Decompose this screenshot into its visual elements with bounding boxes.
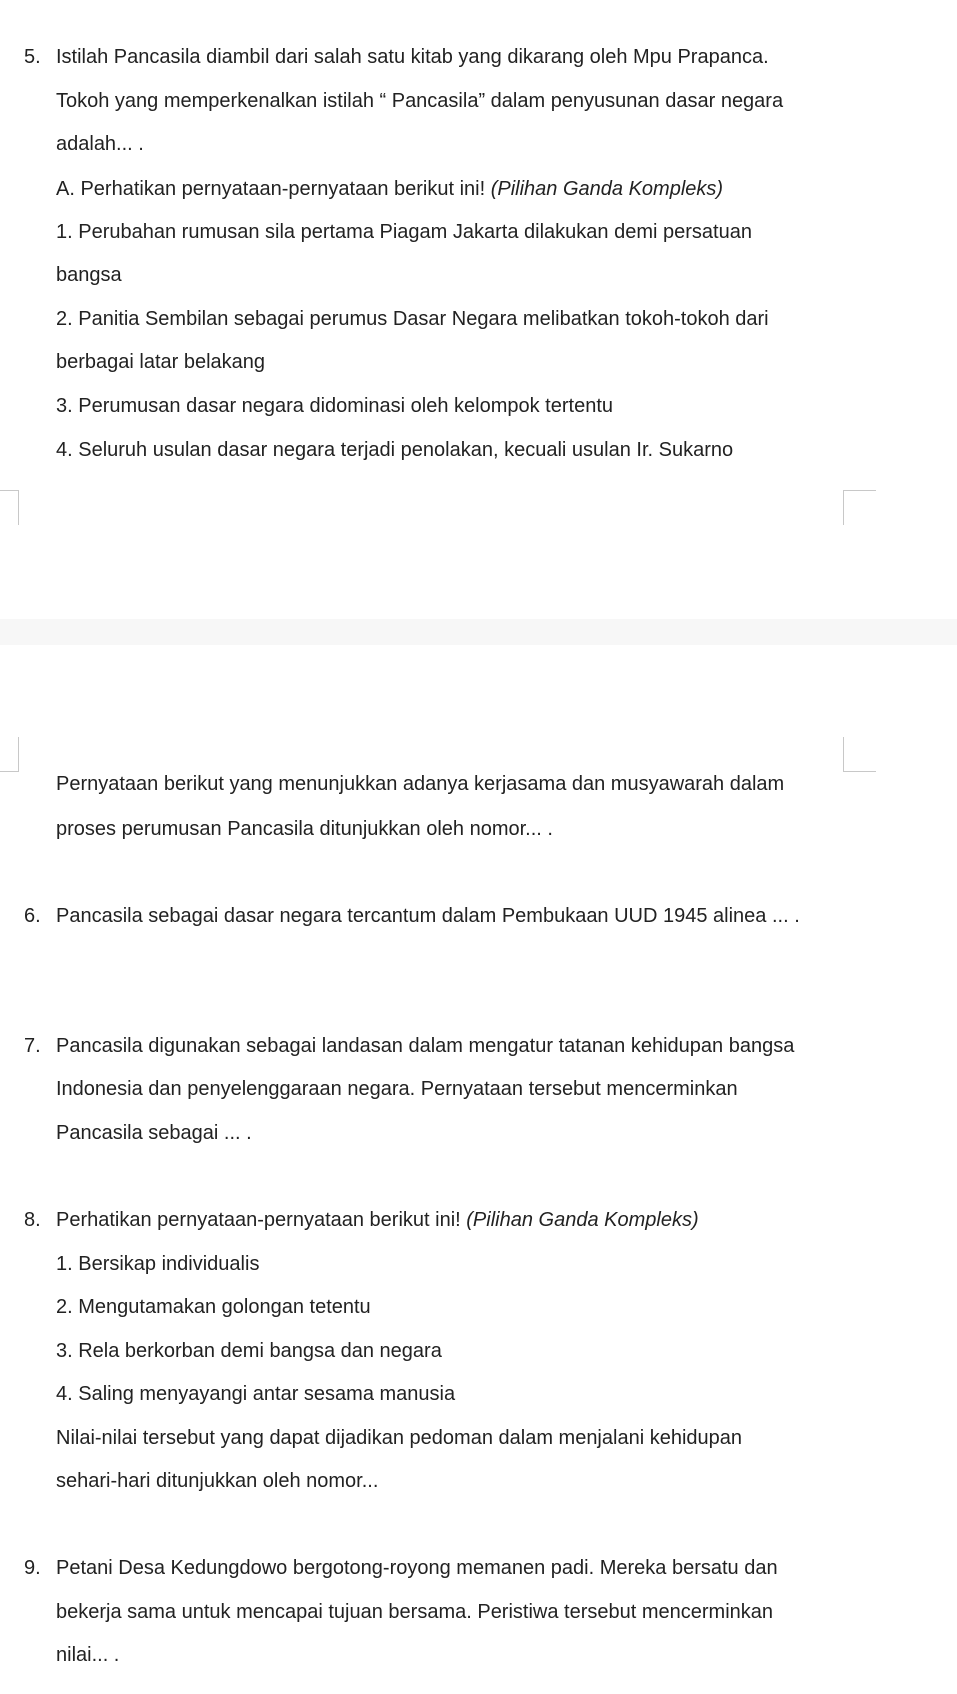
question-a-prompt-line-1: Pernyataan berikut yang menunjukkan adanya kerjasama dan musyawarah dalam <box>56 773 785 795</box>
question-a-item-1: 1. Perubahan rumusan sila pertama Piagam Jakarta dilakukan demi persatuan <box>56 221 752 243</box>
question-9-line-3: nilai... . <box>56 1644 120 1666</box>
question-7-line-3: Pancasila sebagai ... . <box>56 1122 252 1144</box>
question-8-intro-italic: (Pilihan Ganda Kompleks) <box>466 1209 699 1231</box>
question-5-number: 5. <box>24 46 41 68</box>
page-corner-mark-bottom-left <box>0 737 19 772</box>
question-8-item-3: 3. Rela berkorban demi bangsa dan negara <box>56 1340 442 1362</box>
question-6-text: Pancasila sebagai dasar negara tercantum dalam Pembukaan UUD 1945 alinea ... . <box>56 905 800 927</box>
question-8-item-1: 1. Bersikap individualis <box>56 1253 260 1275</box>
question-a-item-4: 4. Seluruh usulan dasar negara terjadi penolakan, kecuali usulan Ir. Sukarno <box>56 439 734 461</box>
question-7-number: 7. <box>24 1035 41 1057</box>
question-a-intro-italic: (Pilihan Ganda Kompleks) <box>490 178 724 200</box>
page-break-gap <box>0 619 957 645</box>
question-9-line-1: Petani Desa Kedungdowo bergotong-royong memanen padi. Mereka bersatu dan <box>56 1557 778 1579</box>
question-9-number: 9. <box>24 1557 41 1579</box>
question-8-intro-text: Perhatikan pernyataan-pernyataan berikut ini! <box>56 1209 467 1231</box>
question-8-prompt-line-1: Nilai-nilai tersebut yang dapat dijadikan pedoman dalam menjalani kehidupan <box>56 1427 742 1449</box>
question-a-intro <box>56 176 723 202</box>
question-8-item-2: 2. Mengutamakan golongan tetentu <box>56 1296 371 1318</box>
question-a-item-2: 2. Panitia Sembilan sebagai perumus Dasar Negara melibatkan tokoh-tokoh dari <box>56 308 769 330</box>
question-a-item-2-cont: berbagai latar belakang <box>56 351 266 373</box>
question-7-line-1: Pancasila digunakan sebagai landasan dalam mengatur tatanan kehidupan bangsa <box>56 1035 795 1057</box>
question-a-item-1-cont: bangsa <box>56 264 122 286</box>
question-5-line-1: Istilah Pancasila diambil dari salah satu kitab yang dikarang oleh Mpu Prapanca. <box>56 46 769 68</box>
question-a-intro-text: A. Perhatikan pernyataan-pernyataan berikut ini! <box>56 178 491 200</box>
question-9-line-2: bekerja sama untuk mencapai tujuan bersama. Peristiwa tersebut mencerminkan <box>56 1601 774 1623</box>
page-corner-mark-top-right <box>843 490 876 525</box>
page-corner-mark-bottom-right <box>843 737 876 772</box>
question-a-item-3: 3. Perumusan dasar negara didominasi oleh kelompok tertentu <box>56 395 613 417</box>
question-8-item-4: 4. Saling menyayangi antar sesama manusia <box>56 1383 456 1405</box>
question-6-number: 6. <box>24 905 41 927</box>
question-8-intro <box>56 1207 699 1233</box>
question-5-line-3: adalah... . <box>56 133 144 155</box>
question-a-prompt-line-2: proses perumusan Pancasila ditunjukkan oleh nomor... . <box>56 818 553 840</box>
page-corner-mark-top-left <box>0 490 19 525</box>
question-5-line-2: Tokoh yang memperkenalkan istilah “ Pancasila” dalam penyusunan dasar negara <box>56 90 784 112</box>
question-8-number: 8. <box>24 1209 41 1231</box>
question-8-prompt-line-2: sehari-hari ditunjukkan oleh nomor... <box>56 1470 379 1492</box>
question-7-line-2: Indonesia dan penyelenggaraan negara. Pernyataan tersebut mencerminkan <box>56 1078 738 1100</box>
